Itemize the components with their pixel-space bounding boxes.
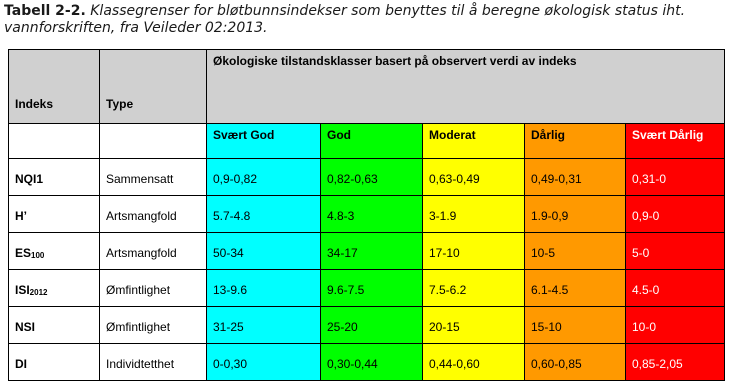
row-index <box>9 196 100 233</box>
index-name: H’ <box>15 209 27 223</box>
class-value-1: 31-25 <box>207 307 321 344</box>
class-value-3: 20-15 <box>423 307 525 344</box>
class-value-1: 0-0,30 <box>207 344 321 381</box>
class-value-4: 10-5 <box>525 233 626 270</box>
class-value-4: 15-10 <box>525 307 626 344</box>
class-value-2: 9.6-7.5 <box>321 270 423 307</box>
row-index <box>9 270 100 307</box>
class-value-5: 0,9-0 <box>626 196 725 233</box>
table-caption <box>4 3 728 37</box>
header-type: Type <box>100 50 207 124</box>
header-group: Økologiske tilstandsklasser basert på observert verdi av indeks <box>207 50 725 124</box>
class-value-3: 0,44-0,60 <box>423 344 525 381</box>
row-type: Artsmangfold <box>100 196 207 233</box>
class-header-blank-2 <box>100 124 207 159</box>
class-value-2: 4.8-3 <box>321 196 423 233</box>
class-value-2: 0,82-0,63 <box>321 159 423 196</box>
row-index <box>9 344 100 381</box>
class-value-5: 4.5-0 <box>626 270 725 307</box>
class-value-5: 0,31-0 <box>626 159 725 196</box>
class-value-5: 0,85-2,05 <box>626 344 725 381</box>
class-value-3: 0,63-0,49 <box>423 159 525 196</box>
class-value-1: 50-34 <box>207 233 321 270</box>
class-value-4: 1.9-0,9 <box>525 196 626 233</box>
class-value-1: 5.7-4.8 <box>207 196 321 233</box>
row-type: Artsmangfold <box>100 233 207 270</box>
index-name: NQI1 <box>15 172 44 186</box>
row-type: Sammensatt <box>100 159 207 196</box>
class-value-4: 0,60-0,85 <box>525 344 626 381</box>
row-type: Ømfintlighet <box>100 270 207 307</box>
index-subscript: 2012 <box>29 288 48 297</box>
class-value-3: 17-10 <box>423 233 525 270</box>
class-value-5: 5-0 <box>626 233 725 270</box>
table-row <box>9 307 725 344</box>
row-index <box>9 159 100 196</box>
table-body <box>9 159 725 381</box>
row-type: Ømfintlighet <box>100 307 207 344</box>
row-index <box>9 233 100 270</box>
index-name: ES <box>15 246 32 260</box>
class-value-3: 7.5-6.2 <box>423 270 525 307</box>
class-value-1: 13-9.6 <box>207 270 321 307</box>
class-header-5: Svært Dårlig <box>626 124 725 159</box>
table-row <box>9 159 725 196</box>
class-value-2: 25-20 <box>321 307 423 344</box>
caption-label: Tabell 2-2. <box>4 3 86 19</box>
class-header-4: Dårlig <box>525 124 626 159</box>
index-name: ISI <box>15 283 30 297</box>
table-row <box>9 344 725 381</box>
row-type: Individtetthet <box>100 344 207 381</box>
table-row <box>9 270 725 307</box>
table-row <box>9 196 725 233</box>
caption-text: Klassegrenser for bløtbunnsindekser som benyttes til å beregne økologisk status iht. vannforskriften, fra Veileder 02:2013. <box>4 3 686 36</box>
class-value-4: 0,49-0,31 <box>525 159 626 196</box>
class-header-2: God <box>321 124 423 159</box>
classification-table <box>8 49 725 381</box>
table-row <box>9 233 725 270</box>
class-value-3: 3-1.9 <box>423 196 525 233</box>
class-value-2: 0,30-0,44 <box>321 344 423 381</box>
class-value-1: 0,9-0,82 <box>207 159 321 196</box>
class-header-row <box>9 124 725 159</box>
class-value-2: 34-17 <box>321 233 423 270</box>
header-index: Indeks <box>9 50 100 124</box>
class-header-1: Svært God <box>207 124 321 159</box>
row-index <box>9 307 100 344</box>
index-name: DI <box>15 357 27 371</box>
class-header-3: Moderat <box>423 124 525 159</box>
header-row <box>9 50 725 124</box>
index-subscript: 100 <box>31 251 45 260</box>
class-header-blank-1 <box>9 124 100 159</box>
class-value-5: 10-0 <box>626 307 725 344</box>
index-name: NSI <box>15 320 36 334</box>
class-value-4: 6.1-4.5 <box>525 270 626 307</box>
